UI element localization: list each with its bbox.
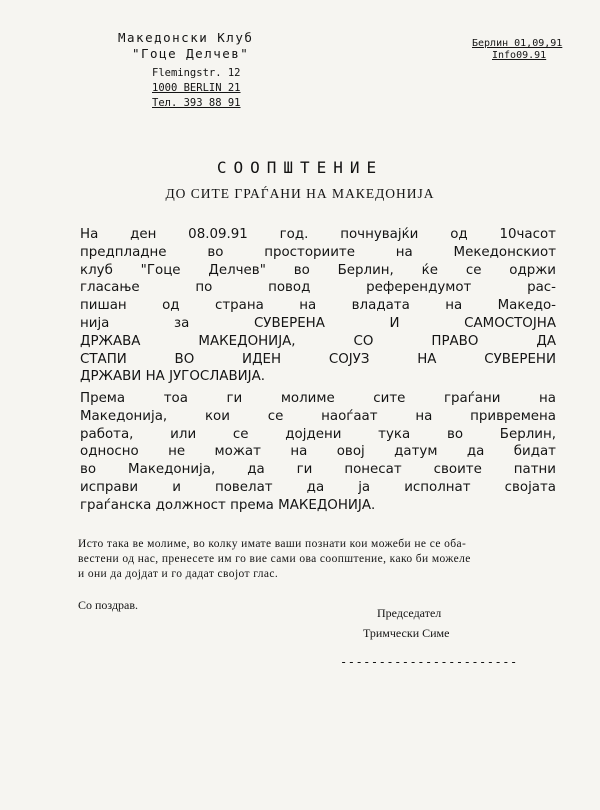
note-line: Исто така ве молиме, во колку имате ваши познати кои можеби не се оба- (78, 538, 467, 550)
paragraph-line: Македонија, кои се наоѓаат на привремена (80, 408, 556, 424)
address-street: Flemingstr. 12 (152, 67, 241, 79)
paragraph-line: нија за СУВЕРЕНА И САМОСТОЈНА (80, 315, 556, 331)
document-subtitle: ДО СИТЕ ГРАЃАНИ НА МАКЕДОНИЈА (165, 186, 435, 201)
address-phone: Тел. 393 88 91 (152, 97, 241, 109)
paragraph-line: гласање по повод референдумот рас- (80, 280, 556, 296)
closing-greeting: Со поздрав. (78, 598, 139, 612)
reference-code: Info09.91 (492, 50, 547, 61)
paragraph-line: односно не можат на овој датум да бидат (80, 444, 556, 460)
club-name-header (118, 30, 253, 62)
paragraph-line: ДРЖАВИ НА ЈУГОСЛАВИЈА. (80, 369, 266, 385)
address-city: 1000 BERLIN 21 (152, 82, 241, 94)
signature-line: ----------------------- (340, 655, 518, 669)
paragraph-line: На ден 08.09.91 год. почнувајќи од 10часот (80, 227, 556, 242)
paragraph-announcement (80, 226, 556, 386)
paragraph-line: клуб "Гоце Делчев" во Берлин, ќе се одржи (80, 262, 556, 278)
note-paragraph (78, 537, 564, 582)
note-line: и они да дојдат и го дадат својот глас. (78, 568, 279, 580)
date-block (472, 38, 562, 62)
paragraph-line: работа, или се дојдени тука во Берлин, (80, 426, 556, 442)
note-line: вестени од нас, пренесете им го вие сами ова соопштение, како би можеле (78, 553, 471, 565)
paragraph-appeal (80, 390, 556, 515)
club-name-line2: "Гоце Делчев" (132, 46, 250, 61)
paragraph-line: пишан од страна на владата на Македо- (80, 298, 556, 314)
club-name-line1: Македонски Клуб (118, 30, 254, 45)
paragraph-line: во Македонија, да ги понесат своите патни (80, 462, 556, 478)
signatory-name: Тримчески Симе (363, 626, 450, 640)
place-date: Берлин 01,09,91 (472, 38, 563, 49)
signatory-role: Председател (377, 606, 442, 620)
paragraph-line: Према тоа ги молиме сите граѓани на (80, 391, 556, 406)
paragraph-line: граѓанска должност према МАКЕДОНИЈА. (80, 497, 376, 513)
paragraph-line: предпладне во просториите на Мекедонскиот (80, 244, 556, 260)
signature-block (363, 603, 449, 643)
club-address (152, 66, 241, 111)
paragraph-line: исправи и повелат да ја исполнат својата (80, 479, 556, 495)
document-title: СООПШТЕНИЕ (216, 158, 384, 177)
paragraph-line: ДРЖАВА МАКЕДОНИЈА, СО ПРАВО ДА (80, 333, 556, 349)
paragraph-line: СТАПИ ВО ИДЕН СОЈУЗ НА СУВЕРЕНИ (80, 351, 556, 367)
